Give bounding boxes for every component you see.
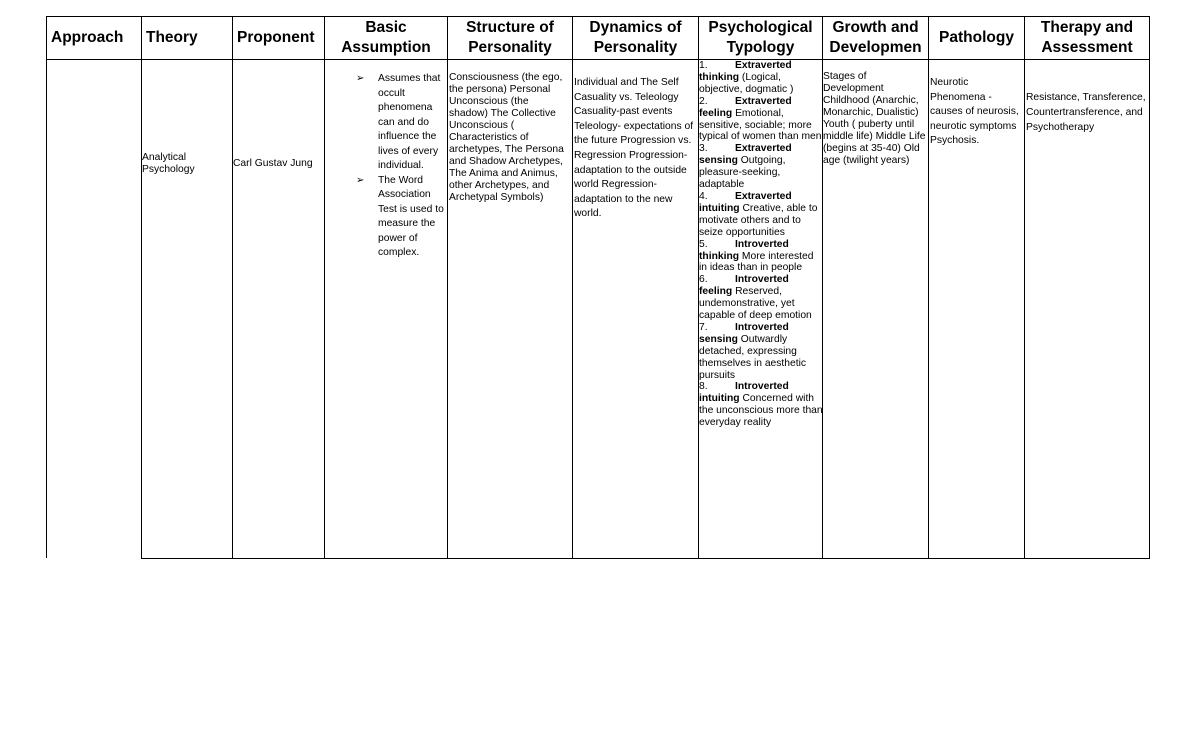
typology-item <box>699 191 823 239</box>
typology-kind: Introverted <box>735 274 789 286</box>
header-approach: Approach <box>51 28 124 46</box>
typology-function: thinking <box>699 250 740 262</box>
typology-kind: Introverted <box>735 381 789 393</box>
typology-item <box>699 143 823 191</box>
col-border <box>928 16 929 559</box>
cell-proponent: Carl Gustav Jung <box>233 158 313 169</box>
typology-item <box>699 60 823 96</box>
col-border <box>232 16 233 559</box>
cell-dynamics: Individual and The Self Casuality vs. Teleology Casuality-past events Teleology- expectations of the future Progression vs. Regression Progression-adaptation to the outside world Regression-adaptation to the new world. <box>574 77 694 220</box>
typology-function: feeling <box>699 286 733 298</box>
typology-kind: Extraverted <box>735 60 792 71</box>
typology-kind: Introverted <box>735 238 789 250</box>
typology-description: Emotional, sensitive, sociable; more typical of women than men <box>699 107 822 143</box>
typology-kind: Introverted <box>735 321 789 333</box>
typology-function: intuiting <box>699 202 740 214</box>
assumption-item <box>356 72 446 174</box>
typology-number: 2. <box>699 95 708 107</box>
typology-item <box>699 239 823 275</box>
typology-number: 6. <box>699 274 708 286</box>
typology-item <box>699 96 823 144</box>
typology-function: sensing <box>699 333 738 345</box>
bottom-border <box>141 558 1150 559</box>
typology-description: Outgoing, pleasure-seeking, adaptable <box>699 155 786 191</box>
typology-function: intuiting <box>699 393 740 405</box>
typology-kind: Extraverted <box>735 143 792 155</box>
cell-basic-assumption <box>356 72 446 261</box>
col-border <box>46 16 47 558</box>
typology-kind: Extraverted <box>735 190 792 202</box>
typology-function: feeling <box>699 107 733 119</box>
typology-function: thinking <box>699 71 740 83</box>
typology-item <box>699 322 823 382</box>
header-therapy: Therapy and Assessment <box>1040 18 1134 56</box>
header-growth: Growth and Developmen <box>829 18 922 56</box>
header-divider <box>46 59 1150 60</box>
typology-number: 4. <box>699 190 708 202</box>
typology-number: 5. <box>699 238 708 250</box>
col-border <box>1024 16 1025 559</box>
header-theory: Theory <box>146 28 198 46</box>
typology-description: More interested in ideas than in people <box>699 250 814 274</box>
cell-pathology: Neurotic Phenomena -causes of neurosis, neurotic symptoms Psychosis. <box>930 77 1019 147</box>
col-border <box>447 16 448 559</box>
assumption-item <box>356 174 446 261</box>
col-border <box>324 16 325 559</box>
cell-theory: Analytical Psychology <box>142 152 195 175</box>
assumption-text: The Word Association Test is used to measure the power of complex. <box>378 174 444 258</box>
typology-description: Concerned with the unconscious more than everyday reality <box>699 393 823 429</box>
arrow-bullet-icon: ➢ <box>356 174 365 186</box>
typology-kind: Extraverted <box>735 95 792 107</box>
header-pathology: Pathology <box>939 28 1014 46</box>
cell-therapy: Resistance, Transference, Countertransference, and Psychotherapy <box>1026 92 1146 133</box>
typology-description: Reserved, undemonstrative, yet capable of deep emotion <box>699 286 812 322</box>
typology-number: 1. <box>699 60 708 71</box>
cell-growth: Stages of Development Childhood (Anarchic, Monarchic, Dualistic) Youth ( puberty until middle life) Middle Life (begins at 35-40) Old age (twilight years) <box>823 71 926 166</box>
header-structure: Structure of Personality <box>466 18 554 56</box>
typology-number: 3. <box>699 143 708 155</box>
typology-number: 7. <box>699 321 708 333</box>
header-proponent: Proponent <box>237 28 315 46</box>
cell-typology <box>699 60 823 429</box>
typology-item <box>699 274 823 322</box>
typology-function: sensing <box>699 155 738 167</box>
typology-number: 8. <box>699 381 708 393</box>
typology-description: Creative, able to motivate others and to seize opportunities <box>699 202 818 238</box>
arrow-bullet-icon: ➢ <box>356 73 365 84</box>
typology-item <box>699 381 823 429</box>
typology-description: Outwardly detached, expressing themselves in aesthetic pursuits <box>699 333 807 381</box>
header-dynamics: Dynamics of Personality <box>589 18 682 56</box>
col-border <box>141 16 142 559</box>
cell-structure: Consciousness (the ego, the persona) Personal Unconscious (the shadow) The Collective Unconscious ( Characteristics of archetypes, The Persona and Shadow Archetypes, The Anima and Animus, other Archetypes, and Archetypal Symbols) <box>449 72 564 203</box>
col-border <box>572 16 573 559</box>
typology-description: (Logical, objective, dogmatic ) <box>699 71 794 95</box>
assumption-text: Assumes that occult phenomena can and do influence the lives of every individual. <box>378 73 441 171</box>
header-typology: Psychological Typology <box>708 18 813 56</box>
header-basic-assumption: Basic Assumption <box>341 18 431 56</box>
